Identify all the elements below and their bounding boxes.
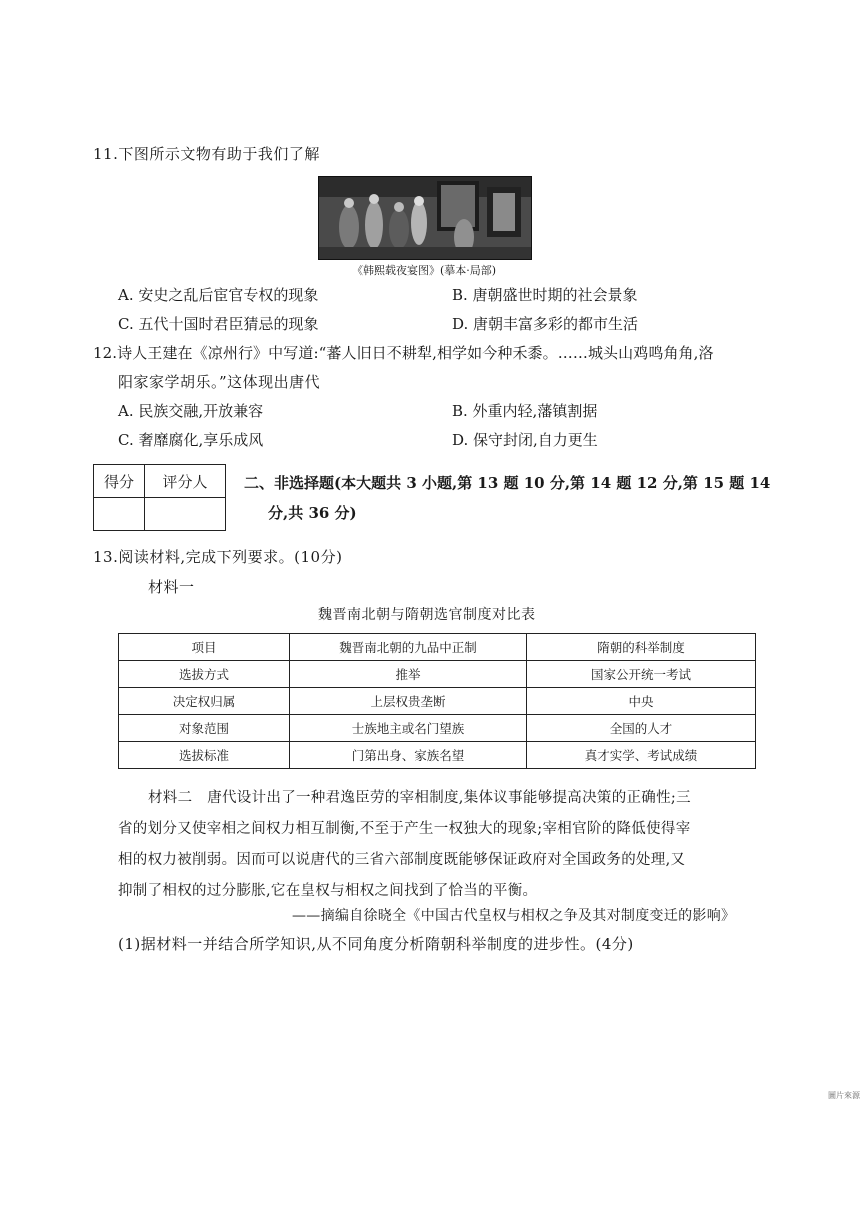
section2-title-line2: 分,共 36 分) xyxy=(268,504,357,522)
table-cell: 选拔方式 xyxy=(119,661,290,688)
material2-source: ——摘编自徐晓全《中国古代皇权与相权之争及其对制度变迁的影响》 xyxy=(292,908,736,924)
table-cell: 国家公开统一考试 xyxy=(527,661,756,688)
table-cell: 士族地主或名门望族 xyxy=(290,715,527,742)
score-label: 得分 xyxy=(94,465,145,498)
table-cell: 对象范围 xyxy=(119,715,290,742)
table-cell: 全国的人才 xyxy=(527,715,756,742)
table-row xyxy=(119,742,756,769)
table-cell: 门第出身、家族名望 xyxy=(290,742,527,769)
table-cell: 真才实学、考试成绩 xyxy=(527,742,756,769)
table-cell: 隋朝的科举制度 xyxy=(527,634,756,661)
table-row xyxy=(119,634,756,661)
q11-stem: 11.下图所示文物有助于我们了解 xyxy=(93,145,320,163)
q12-stem-line1: 12.诗人王建在《凉州行》中写道:“蕃人旧日不耕犁,相学如今种禾黍。……城头山鸡鸣角角,洛 xyxy=(93,344,714,362)
material1-label: 材料一 xyxy=(148,578,195,596)
comparison-table xyxy=(118,633,756,769)
table-title: 魏晋南北朝与隋朝选官制度对比表 xyxy=(318,607,536,623)
q12-option-c[interactable]: C. 奢靡腐化,享乐成风 xyxy=(118,431,264,449)
q11-option-d[interactable]: D. 唐朝丰富多彩的都市生活 xyxy=(452,315,639,333)
q12-option-b[interactable]: B. 外重内轻,藩镇割据 xyxy=(452,402,598,420)
painting-illustration xyxy=(319,177,531,259)
q11-option-a[interactable]: A. 安史之乱后宦官专权的现象 xyxy=(118,286,319,304)
table-cell: 选拔标准 xyxy=(119,742,290,769)
q12-stem-line2: 阳家家学胡乐。”这体现出唐代 xyxy=(118,373,321,391)
painting-caption: 《韩熙载夜宴图》(摹本·局部) xyxy=(351,264,497,277)
q12-option-a[interactable]: A. 民族交融,开放兼容 xyxy=(118,402,264,420)
material2-line2: 省的划分又使宰相之间权力相互制衡,不至于产生一权独大的现象;宰相官阶的降低使得宰 xyxy=(118,821,691,837)
grader-field[interactable] xyxy=(145,498,226,531)
material2-line4: 抑制了相权的过分膨胀,它在皇权与相权之间找到了恰当的平衡。 xyxy=(118,883,538,899)
material2-line3: 相的权力被削弱。因而可以说唐代的三省六部制度既能够保证政府对全国政务的处理,又 xyxy=(118,852,686,868)
q13-stem: 13.阅读材料,完成下列要求。(10分) xyxy=(93,548,343,566)
table-cell: 魏晋南北朝的九品中正制 xyxy=(290,634,527,661)
score-field[interactable] xyxy=(94,498,145,531)
table-cell: 中央 xyxy=(527,688,756,715)
material2-line1: 材料二 唐代设计出了一种君逸臣劳的宰相制度,集体议事能够提高决策的正确性;三 xyxy=(148,790,691,806)
q11-option-b[interactable]: B. 唐朝盛世时期的社会景象 xyxy=(452,286,638,304)
painting-image xyxy=(318,176,532,260)
q13-sub1: (1)据材料一并结合所学知识,从不同角度分析隋朝科举制度的进步性。(4分) xyxy=(118,935,634,953)
table-row xyxy=(119,715,756,742)
score-box xyxy=(93,464,226,531)
q12-option-d[interactable]: D. 保守封闭,自力更生 xyxy=(452,431,598,449)
watermark: 圖片來源 xyxy=(828,1091,860,1100)
table-row xyxy=(119,661,756,688)
table-cell: 上层权贵垄断 xyxy=(290,688,527,715)
table-row xyxy=(119,688,756,715)
q11-option-c[interactable]: C. 五代十国时君臣猜忌的现象 xyxy=(118,315,319,333)
section2-title-line1: 二、非选择题(本大题共 3 小题,第 13 题 10 分,第 14 题 12 分,第 15 题 14 xyxy=(244,474,771,492)
table-cell: 决定权归属 xyxy=(119,688,290,715)
grader-label: 评分人 xyxy=(145,465,226,498)
table-cell: 推举 xyxy=(290,661,527,688)
table-cell: 项目 xyxy=(119,634,290,661)
